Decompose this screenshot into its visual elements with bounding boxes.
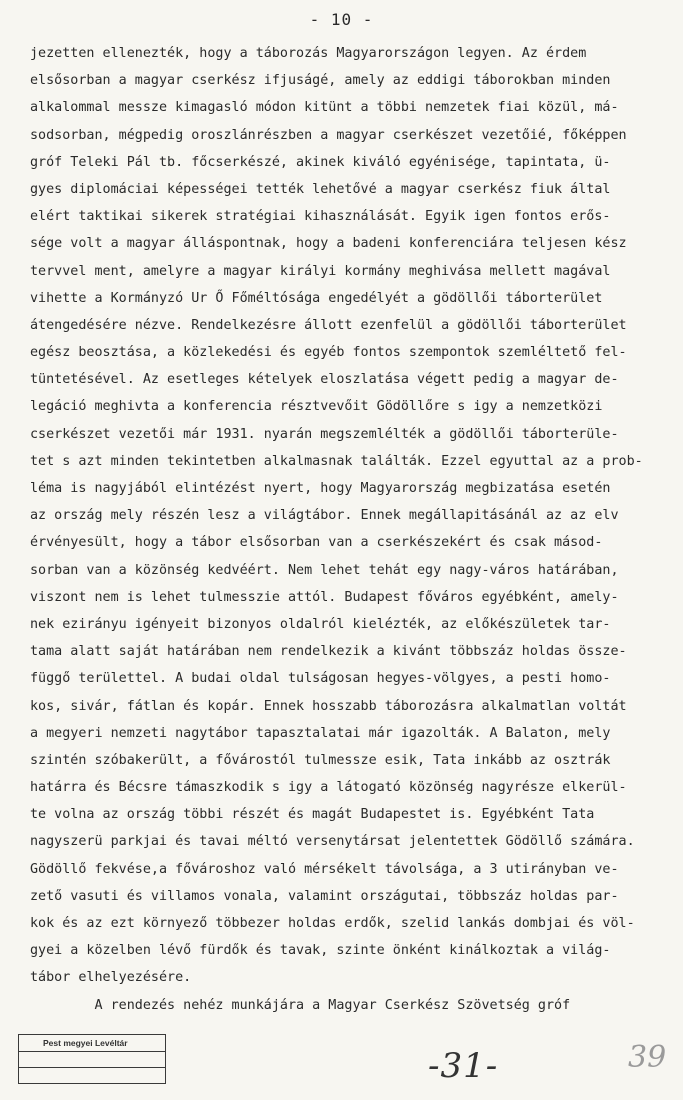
text-line: tervvel ment, amelyre a magyar királyi kormány meghivása mellett magával bbox=[30, 263, 611, 279]
text-line: viszont nem is lehet tulmesszie attól. Budapest főváros egyébként, amely- bbox=[30, 589, 619, 605]
text-line: tama alatt saját határában nem rendelkezik a kivánt többszáz holdas össze- bbox=[30, 644, 627, 660]
text-line: gyei a közelben lévő fürdők és tavak, szinte önként kinálkoztak a világ- bbox=[30, 943, 611, 959]
text-line: nagyszerü parkjai és tavai méltó versenytársat jelentettek Gödöllő számára. bbox=[30, 834, 635, 850]
text-line: léma is nagyjából elintézést nyert, hogy Magyarország megbizatása esetén bbox=[30, 481, 611, 496]
text-line: cserkészet vezetői már 1931. nyarán megszemlélték a gödöllői táborterüle- bbox=[30, 426, 619, 442]
text-line: nek ezirányu igényeit bizonyos oldalról kielézték, az előkészületek tar- bbox=[30, 616, 611, 632]
text-line: érvényesült, hogy a tábor elsősorban van a cserkészekért és csak másod- bbox=[30, 535, 603, 551]
text-line: elért taktikai sikerek stratégiai kihasználását. Egyik igen fontos erős- bbox=[30, 209, 611, 225]
handwritten-archive-number: 39 bbox=[628, 1040, 667, 1075]
text-line: legáció meghivta a konferencia résztvevőit Gödöllőre s igy a nemzetközi bbox=[30, 399, 603, 415]
text-line: szintén szóbakerült, a fővárostól tulmessze esik, Tata inkább az osztrák bbox=[30, 752, 611, 768]
text-line: te volna az ország többi részét és magát Budapestet is. Egyébként Tata bbox=[30, 807, 595, 823]
page-number: - 10 - bbox=[309, 10, 374, 29]
text-line: Gödöllő fekvése,a fővároshoz való mérsékelt távolsága, a 3 utirányban ve- bbox=[30, 861, 619, 877]
text-line: a megyeri nemzeti nagytábor tapasztalatai már igazolták. A Balaton, mely bbox=[30, 725, 611, 741]
text-line: kos, sivár, fátlan és kopár. Ennek hosszabb táborozásra alkalmatlan voltát bbox=[30, 698, 627, 714]
text-line: átengedésére nézve. Rendelkezésre állott ezenfelül a gödöllői táborterület bbox=[30, 317, 627, 333]
text-line: tet s azt minden tekintetben alkalmasnak találták. Ezzel egyuttal az a prob- bbox=[30, 453, 643, 469]
text-line: jezetten ellenezték, hogy a táborozás Magyarországon legyen. Az érdem bbox=[30, 46, 587, 61]
text-line: gyes diplomáciai képességei tették lehetővé a magyar cserkész fiuk által bbox=[30, 181, 611, 197]
text-line: határra és Bécsre támaszkodik s igy a látogató közönség nagyrésze elkerül- bbox=[30, 780, 627, 796]
body-text bbox=[30, 40, 675, 1019]
text-line: tábor elhelyezésére. bbox=[30, 970, 192, 986]
text-line: zető vasuti és villamos vonala, valamint országutai, többszáz holdas par- bbox=[30, 888, 619, 904]
text-line: egész beosztása, a közlekedési és egyéb fontos szempontok szemléltető fel- bbox=[30, 345, 627, 361]
text-line: tüntetésével. Az esetleges kételyek eloszlatása végett pedig a magyar de- bbox=[30, 372, 619, 388]
text-line: az ország mely részén lesz a világtábor. Ennek megállapitásánál az az elv bbox=[30, 508, 619, 524]
text-line: A rendezés nehéz munkájára a Magyar Cserkész Szövetség gróf bbox=[30, 997, 571, 1013]
text-line: vihette a Kormányzó Ur Ő Főméltósága engedélyét a gödöllői táborterület bbox=[30, 290, 603, 306]
text-line: sége volt a magyar álláspontnak, hogy a badeni konferenciára teljesen kész bbox=[30, 236, 627, 252]
text-line: sorban van a közönség kedvéért. Nem lehet tehát egy nagy-város határában, bbox=[30, 562, 619, 578]
text-line: sodsorban, mégpedig oroszlánrészben a magyar cserkészet vezetőié, főképpen bbox=[30, 127, 627, 143]
archive-stamp-label: Pest megyei Levéltár bbox=[19, 1035, 165, 1052]
archive-stamp-row bbox=[19, 1052, 165, 1068]
text-line: kok és az ezt környező többezer holdas erdők, szelid lankás dombjai és völ- bbox=[30, 916, 635, 931]
text-line: alkalommal messze kimagasló módon kitünt a többi nemzetek fiai közül, má- bbox=[30, 100, 619, 116]
text-line: függő területtel. A budai oldal tulságosan hegyes-völgyes, a pesti homo- bbox=[30, 671, 611, 687]
archive-stamp bbox=[18, 1034, 166, 1084]
text-line: gróf Teleki Pál tb. főcserkészé, akinek kiváló egyénisége, tapintata, ü- bbox=[30, 154, 611, 170]
text-line: elsősorban a magyar cserkész ifjuságé, amely az eddigi táborokban minden bbox=[30, 73, 611, 89]
handwritten-sheet-number: -31- bbox=[428, 1046, 499, 1086]
